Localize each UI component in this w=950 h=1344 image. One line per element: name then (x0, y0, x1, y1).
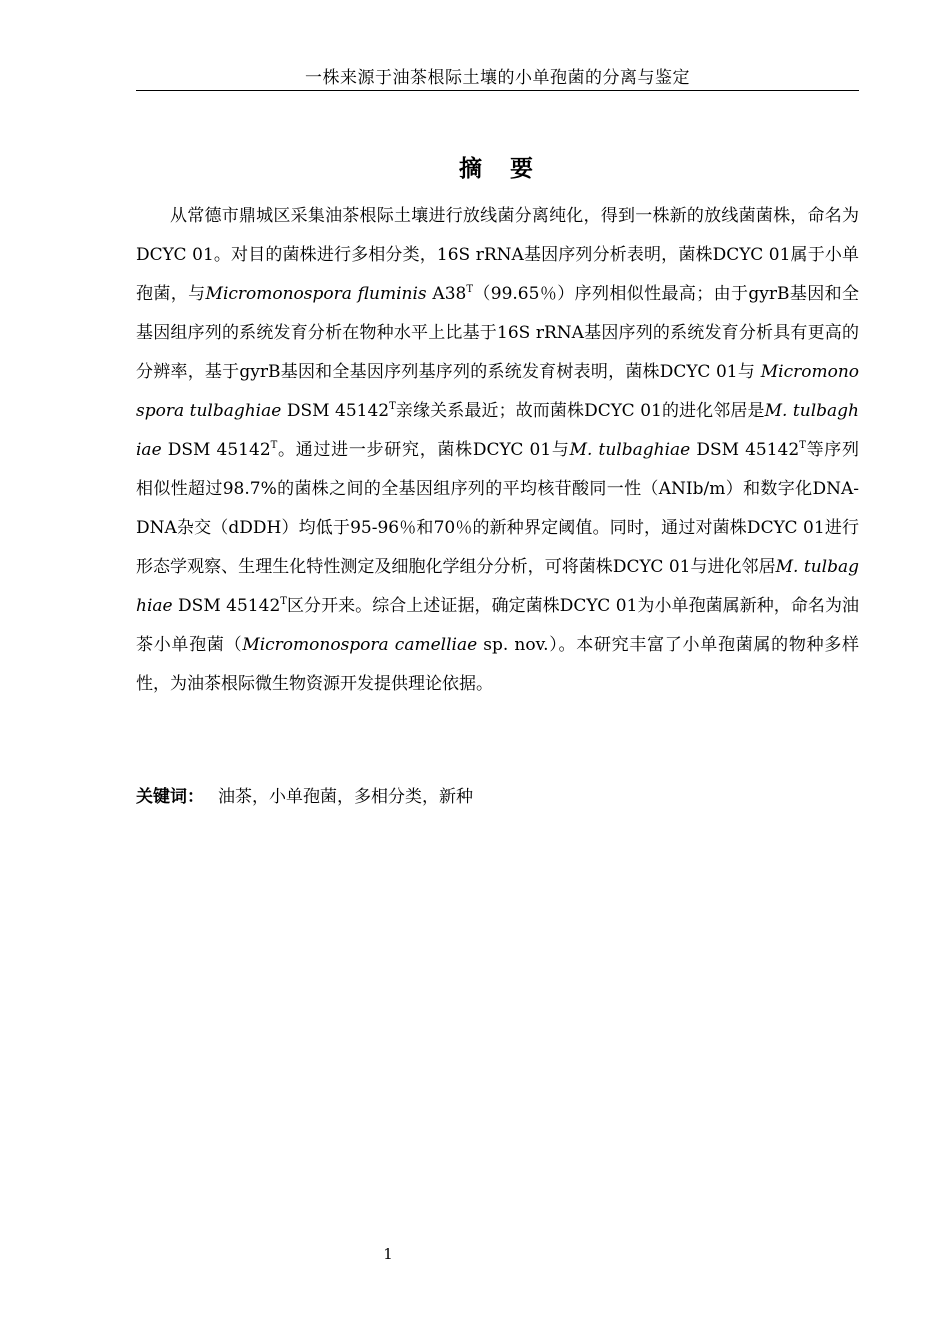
superscript-type-strain-mark: T (389, 401, 396, 412)
species-name-italic: M. tulbaghiae (136, 557, 859, 616)
abstract-text-run: DSM 45142 (690, 440, 800, 460)
superscript-type-strain-mark: T (280, 596, 287, 607)
superscript-type-strain-mark: T (270, 440, 278, 451)
species-name-italic: M. tulbaghiae (136, 401, 859, 460)
abstract-text-run: DSM 45142 (161, 440, 271, 460)
header-rule (136, 90, 859, 91)
abstract-body (136, 197, 859, 704)
species-name-italic: Micromonospora tulbaghiae (136, 362, 859, 421)
species-name-italic: Micromonospora fluminis (205, 284, 427, 304)
abstract-text-run: sp. nov.）。本研究丰富了小单孢菌属的物种多样性，为油茶根际微生物资源开发提供理论依据。 (136, 635, 859, 694)
species-name-italic: M. tulbaghiae (569, 440, 691, 460)
abstract-text-run: 从常德市鼎城区采集油茶根际土壤进行放线菌分离纯化，得到一株新的放线菌菌株，命名为DCYC 01。对目的菌株进行多相分类，16S rRNA基因序列分析表明，菌株DCYC 01属于小单孢菌，与 (136, 206, 859, 304)
abstract-text-run: 亲缘关系最近；故而菌株DCYC 01的进化邻居是 (395, 401, 765, 421)
keywords-label: 关键词： (136, 787, 204, 807)
abstract-text-run: DSM 45142 (281, 401, 390, 421)
page-number: 1 (383, 1245, 393, 1263)
superscript-type-strain-mark: T (466, 284, 474, 295)
abstract-text-run: 等序列相似性超过98.7%的菌株之间的全基因组序列的平均核苷酸同一性（ANIb/m）和数字化DNA-DNA杂交（dDDH）均低于95-96％和70％的新种界定阈值。同时，通过对菌株DCYC 01进行形态学观察、生理生化特性测定及细胞化学组分分析，可将菌株DCYC 01与进化邻居 (136, 440, 860, 577)
keywords-line (136, 780, 859, 814)
superscript-type-strain-mark: T (799, 440, 806, 451)
species-name-italic: Micromonospora camelliae (242, 635, 478, 655)
abstract-text-run: 。通过进一步研究，菌株DCYC 01与 (277, 440, 570, 460)
abstract-text-run: 区分开来。综合上述证据，确定菌株DCYC 01为小单孢菌属新种，命名为油茶小单孢菌（ (136, 596, 859, 655)
abstract-text-run: DSM 45142 (172, 596, 281, 616)
abstract-text-run: （99.65％）序列相似性最高；由于gyrB基因和全基因组序列的系统发育分析在物种水平上比基于16S rRNA基因序列的系统发育分析具有更高的分辨率，基于gyrB基因和全基因序列基序列的系统发育树表明，菌株DCYC 01与 (136, 284, 860, 382)
abstract-title: 摘 要 (458, 156, 536, 182)
abstract-text-run: A38 (426, 284, 467, 304)
running-header-title: 一株来源于油茶根际土壤的小单孢菌的分离与鉴定 (305, 68, 690, 88)
keywords-value: 油茶，小单孢菌，多相分类，新种 (218, 787, 473, 807)
